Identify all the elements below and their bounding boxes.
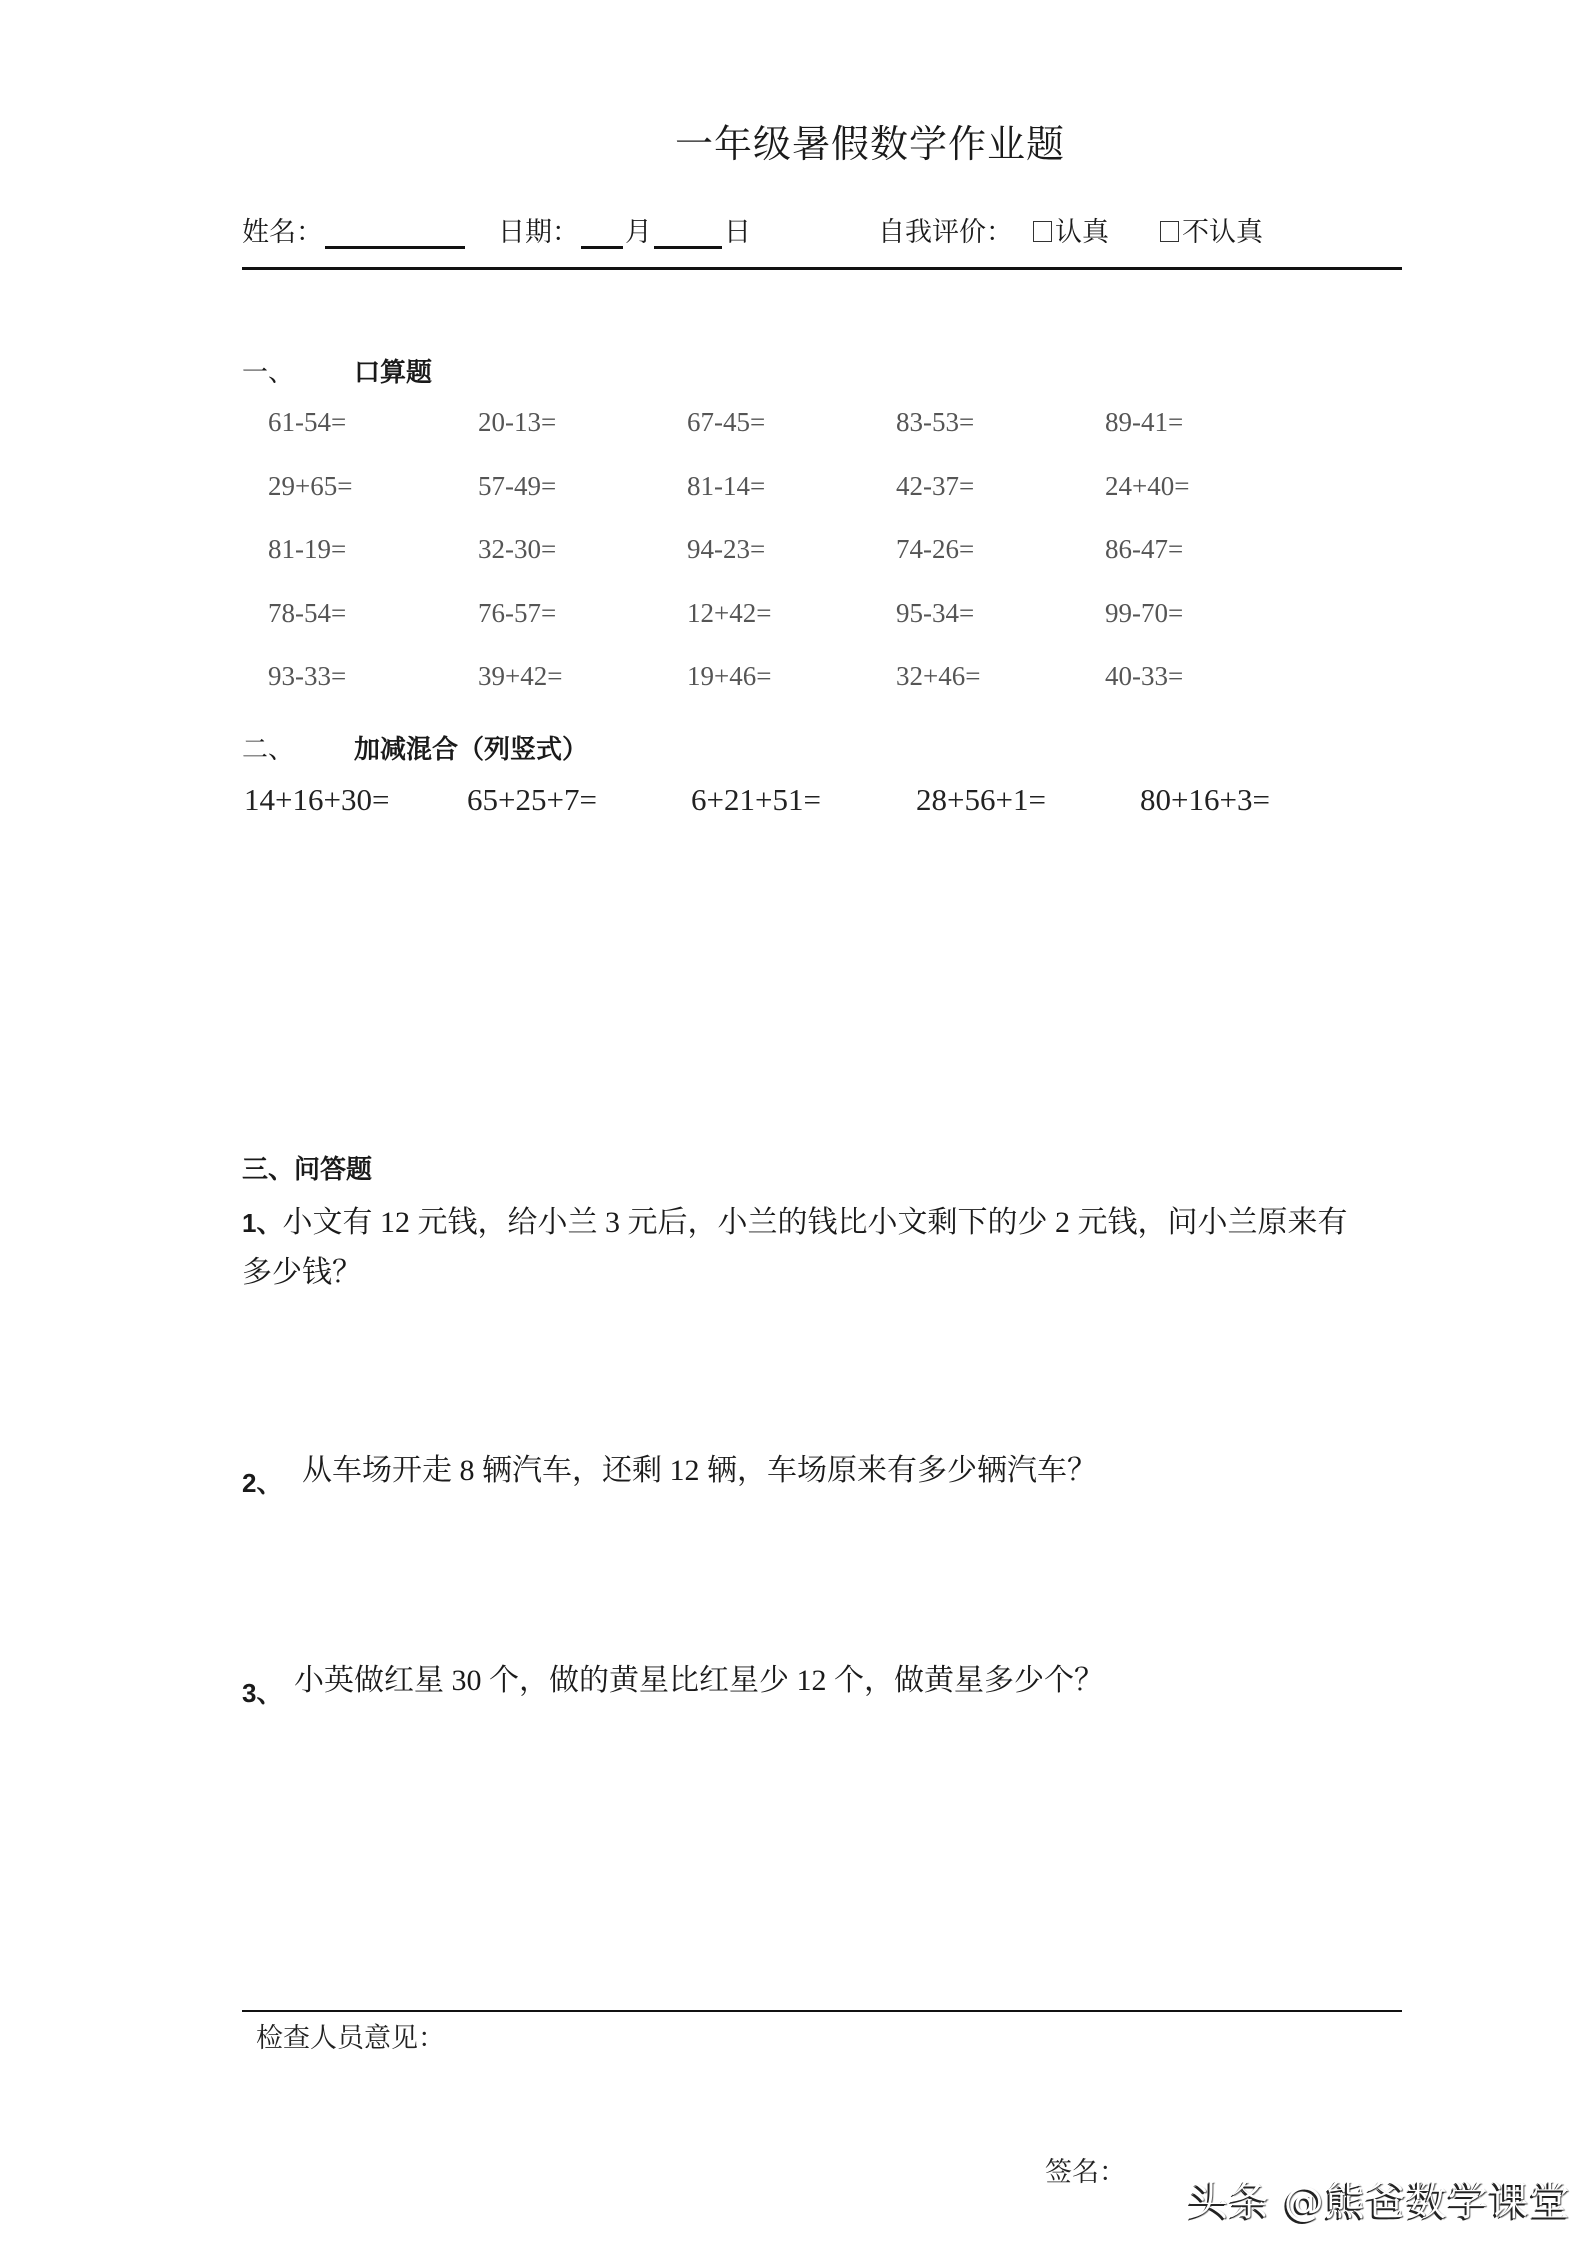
self-eval-label: 自我评价： [878, 217, 1013, 248]
question-1-continued: 多少钱？ [242, 1256, 362, 1289]
section-title: 加减混合（列竖式） [354, 735, 589, 765]
day-blank[interactable] [654, 218, 722, 249]
name-label: 姓名： [242, 217, 323, 248]
problem: 67-45= [687, 407, 766, 437]
problem: 95-34= [896, 598, 975, 628]
name-field-group [242, 210, 467, 249]
date-field-group [498, 210, 751, 249]
section-2-heading [242, 729, 588, 766]
date-label: 日期： [498, 217, 579, 248]
problem: 76-57= [478, 598, 557, 628]
problem: 6+21+51= [691, 782, 821, 817]
problem: 28+56+1= [916, 782, 1046, 817]
section-title: 口算题 [354, 358, 433, 388]
problem: 94-23= [687, 534, 766, 564]
name-blank[interactable] [325, 218, 465, 249]
question-3 [242, 1655, 1104, 1708]
problem: 20-13= [478, 407, 557, 437]
problem: 93-33= [268, 661, 347, 691]
question-number: 2、 [242, 1468, 283, 1498]
problem: 81-19= [268, 534, 347, 564]
problem: 29+65= [268, 471, 353, 501]
section-3-heading: 三、问答题 [242, 1155, 373, 1185]
checkbox-icon[interactable] [1033, 221, 1052, 242]
problem: 40-33= [1105, 661, 1184, 691]
problem: 99-70= [1105, 598, 1184, 628]
problem: 57-49= [478, 471, 557, 501]
question-number: 3、 [242, 1678, 283, 1708]
self-eval-group [878, 210, 1013, 249]
problem: 24+40= [1105, 471, 1190, 501]
watermark: 头条 @熊爸数学课堂 [1188, 2179, 1571, 2225]
header-divider [242, 267, 1402, 270]
problem: 19+46= [687, 661, 772, 691]
question-text: 从车场开走 8 辆汽车，还剩 12 辆，车场原来有多少辆汽车？ [302, 1454, 1097, 1487]
problem: 89-41= [1105, 407, 1184, 437]
question-2 [242, 1445, 1097, 1498]
option-label: 不认真 [1182, 217, 1263, 248]
question-1 [242, 1197, 1347, 1241]
reviewer-comment-label: 检查人员意见： [256, 2023, 445, 2054]
problem: 39+42= [478, 661, 563, 691]
section-number: 二、 [242, 735, 295, 765]
problem: 14+16+30= [244, 782, 390, 817]
problem: 42-37= [896, 471, 975, 501]
problem: 74-26= [896, 534, 975, 564]
question-number: 1、 [242, 1208, 283, 1238]
option-not-serious[interactable] [1160, 210, 1263, 249]
problem: 32+46= [896, 661, 981, 691]
problem: 61-54= [268, 407, 347, 437]
problem: 81-14= [687, 471, 766, 501]
problem: 32-30= [478, 534, 557, 564]
question-text: 小文有 12 元钱，给小兰 3 元后，小兰的钱比小文剩下的少 2 元钱，问小兰原来有 [282, 1206, 1348, 1239]
month-blank[interactable] [581, 218, 623, 249]
problem: 86-47= [1105, 534, 1184, 564]
footer-divider [242, 2010, 1402, 2012]
problem: 12+42= [687, 598, 772, 628]
section-1-heading [242, 352, 432, 389]
problem: 65+25+7= [467, 782, 597, 817]
option-serious[interactable] [1033, 210, 1109, 249]
problem: 80+16+3= [1140, 782, 1270, 817]
day-label: 日 [724, 217, 751, 248]
checkbox-icon[interactable] [1160, 221, 1179, 242]
signature-label: 签名： [1045, 2157, 1126, 2188]
question-text: 小英做红星 30 个，做的黄星比红星少 12 个，做黄星多少个？ [294, 1664, 1104, 1697]
problem: 83-53= [896, 407, 975, 437]
problem: 78-54= [268, 598, 347, 628]
section-number: 一、 [242, 358, 295, 388]
page-title: 一年级暑假数学作业题 [674, 122, 1065, 166]
option-label: 认真 [1055, 217, 1109, 248]
month-label: 月 [625, 217, 652, 248]
